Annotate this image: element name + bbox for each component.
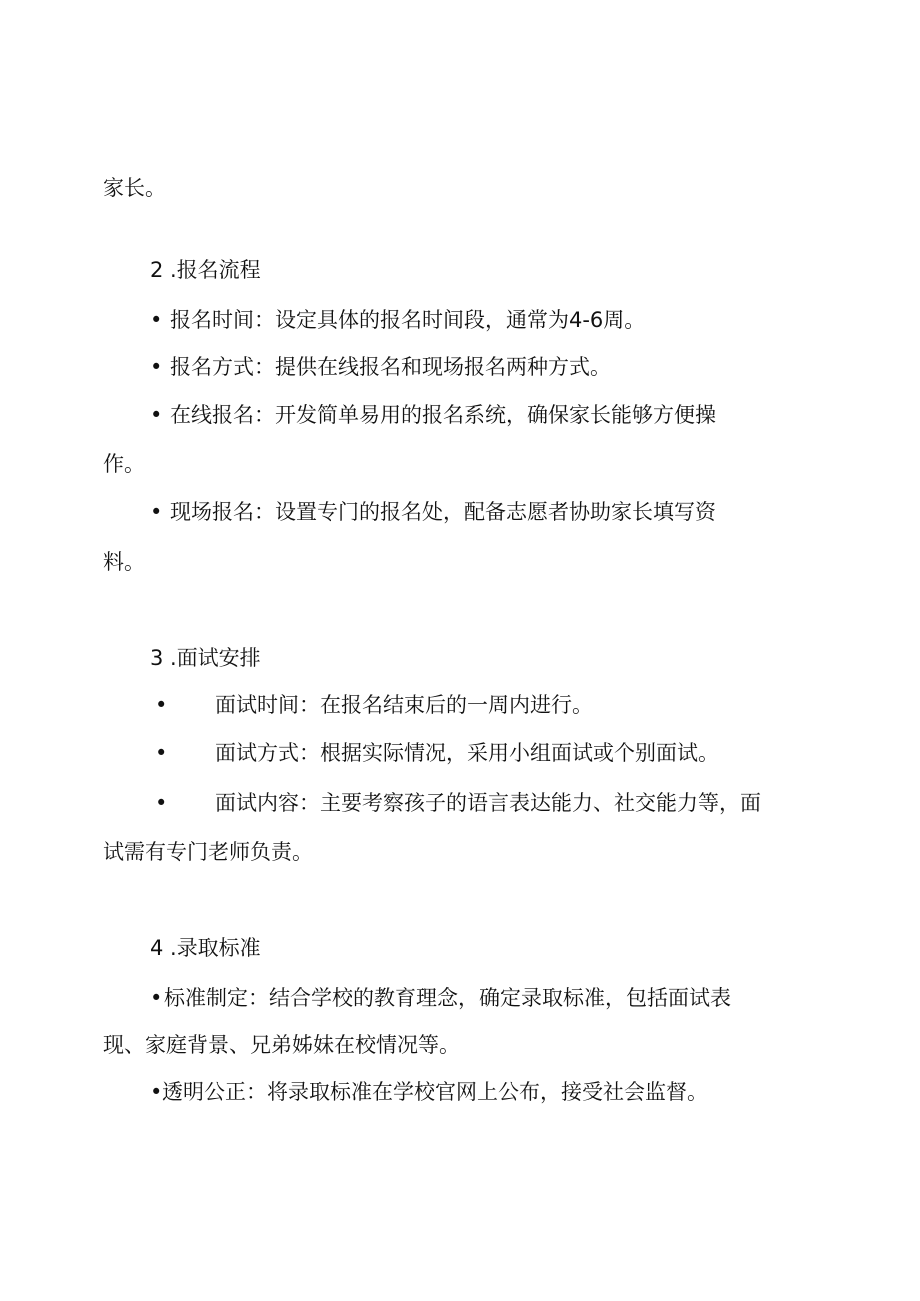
section-heading-3 xyxy=(150,643,261,673)
section-title: 录取标准 xyxy=(176,936,261,960)
section-marker: . xyxy=(170,258,177,282)
list-item-continuation: 作。 xyxy=(103,452,145,476)
list-item-text: 报名方式：提供在线报名和现场报名两种方式。 xyxy=(170,355,611,379)
bullet-icon: • xyxy=(155,791,168,815)
list-item-text: 面试时间：在报名结束后的一周内进行。 xyxy=(215,693,593,717)
list-item xyxy=(150,305,645,335)
list-item xyxy=(150,352,611,382)
list-item xyxy=(150,1077,708,1107)
bullet-icon: • xyxy=(150,403,163,427)
section-heading-4 xyxy=(150,933,261,963)
bullet-icon: • xyxy=(155,693,168,717)
section-marker: . xyxy=(170,936,177,960)
list-item-continuation: 现、家庭背景、兄弟姊妹在校情况等。 xyxy=(103,1033,460,1057)
list-item-text: 面试内容：主要考察孩子的语言表达能力、社交能力等，面 xyxy=(215,791,761,815)
list-item-text: 报名时间：设定具体的报名时间段，通常为4-6周。 xyxy=(170,308,646,332)
section-marker: . xyxy=(170,646,177,670)
list-item xyxy=(155,738,719,768)
section-number: 3 xyxy=(150,646,164,670)
list-item-text: 标准制定：结合学校的教育理念，确定录取标准，包括面试表 xyxy=(164,986,731,1010)
continuation-text: 家长。 xyxy=(103,176,166,200)
bullet-icon: • xyxy=(150,308,163,332)
section-number: 2 xyxy=(150,258,164,282)
bullet-icon: • xyxy=(150,986,163,1010)
list-item xyxy=(150,400,716,430)
list-item-text: 面试方式：根据实际情况，采用小组面试或个别面试。 xyxy=(215,741,719,765)
list-item-text: 在线报名：开发简单易用的报名系统，确保家长能够方便操 xyxy=(170,403,716,427)
list-item-text: 透明公正：将录取标准在学校官网上公布，接受社会监督。 xyxy=(162,1080,708,1104)
bullet-icon: • xyxy=(155,741,168,765)
section-title: 面试安排 xyxy=(176,646,261,670)
list-item xyxy=(155,690,593,720)
section-title: 报名流程 xyxy=(176,258,261,282)
list-item xyxy=(150,983,731,1013)
list-item-continuation: 料。 xyxy=(103,550,145,574)
section-heading-2 xyxy=(150,255,261,285)
list-item xyxy=(150,497,716,527)
list-item-text: 现场报名：设置专门的报名处，配备志愿者协助家长填写资 xyxy=(170,500,716,524)
list-item-continuation: 试需有专门老师负责。 xyxy=(103,840,313,864)
bullet-icon: • xyxy=(150,500,163,524)
bullet-icon: • xyxy=(150,1080,163,1104)
section-number: 4 xyxy=(150,936,164,960)
bullet-icon: • xyxy=(150,355,163,379)
list-item xyxy=(155,788,761,818)
